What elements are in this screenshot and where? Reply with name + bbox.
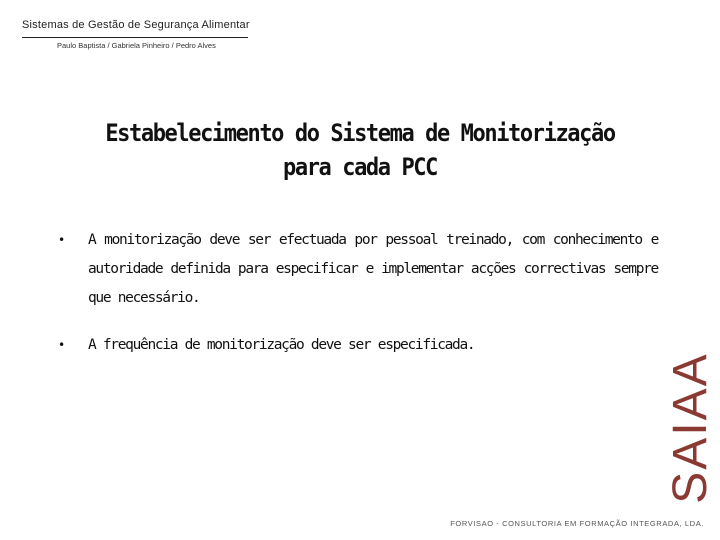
slide-title-line-1: Estabelecimento do Sistema de Monitorização bbox=[105, 120, 615, 148]
slide-title-line-2: para cada PCC bbox=[283, 154, 437, 182]
bullet-list bbox=[56, 226, 658, 360]
bullet-item bbox=[56, 226, 658, 313]
bullet-item bbox=[56, 331, 658, 360]
bullet-dot-icon: • bbox=[58, 233, 66, 247]
footer-company: FORVISAO - CONSULTORIA EM FORMAÇÃO INTEGRADA, LDA. bbox=[450, 519, 704, 528]
bullet-dot-icon: • bbox=[58, 338, 66, 352]
header-authors: Paulo Baptista / Gabriela Pinheiro / Pedro Alves bbox=[57, 41, 216, 50]
document-header bbox=[22, 18, 248, 51]
slide-title bbox=[80, 117, 640, 185]
bullet-text: A frequência de monitorização deve ser especificada. bbox=[88, 337, 475, 353]
saiaa-logo bbox=[664, 350, 717, 505]
header-divider bbox=[22, 37, 248, 38]
saiaa-logo-text: SAIAA bbox=[664, 351, 717, 504]
bullet-text: A monitorização deve ser efectuada por pessoal treinado, com conhecimento e autoridade definida para especificar e implementar acções correctivas sempre que necessário. bbox=[88, 232, 658, 306]
header-title: Sistemas de Gestão de Segurança Alimentar bbox=[22, 19, 250, 31]
